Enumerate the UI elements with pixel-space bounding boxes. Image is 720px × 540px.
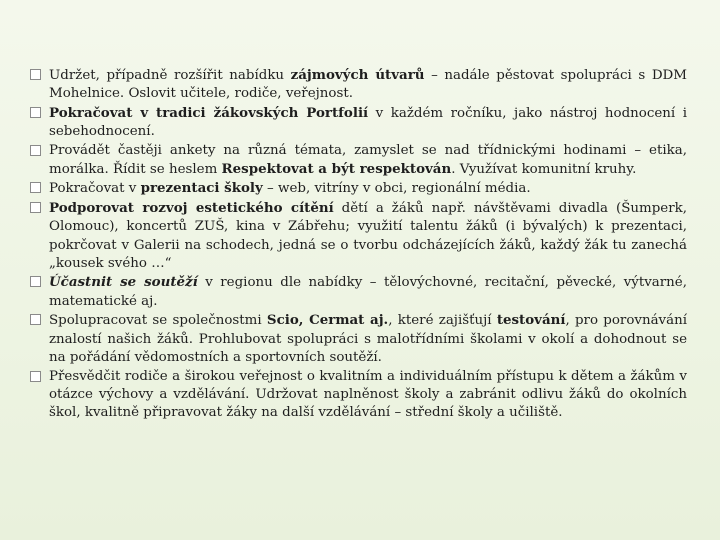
item-text: v regionu dle nabídky – tělovýchovné, recitační, pěvecké, výtvarné, matematické aj. — [49, 275, 687, 309]
list-item-ankety — [27, 142, 687, 180]
item-text: – web, vitríny v obci, regionální média. — [262, 181, 531, 197]
list-item-rodice — [27, 368, 687, 423]
bold-text: prezentaci školy — [140, 180, 263, 197]
checkbox-bullet-icon — [30, 314, 41, 325]
bold-text — [49, 274, 198, 290]
item-text: Udržet, případně rozšířit nabídku — [49, 68, 291, 83]
bold-text: Respektovat a být respektován — [221, 161, 452, 178]
item-text: v každém ročníku, jako nástroj hodnocení i sebehodnocení. — [49, 105, 687, 140]
item-text: – nadále pěstovat spolupráci s DDM Mohelnice. Oslovit učitele, rodiče, veřejnost. — [49, 68, 688, 102]
bold-text: Podporovat rozvoj estetického cítění — [49, 199, 334, 216]
checkbox-bullet-icon — [30, 69, 41, 80]
bold-text: testování — [496, 312, 566, 329]
checkbox-bullet-icon — [30, 276, 41, 287]
item-text: Pokračovat v — [49, 181, 141, 197]
list-item-prezentace — [27, 179, 687, 198]
checkbox-bullet-icon — [30, 182, 41, 193]
item-text: Provádět častěji ankety na různá témata, zamyslet se nad třídnickými hodinami – etika, morálka. Řídit se heslem — [49, 142, 687, 178]
bold-text: Scio, Cermat aj. — [266, 312, 389, 329]
item-text: dětí a žáků např. návštěvami divadla (Šumperk, Olomouc), koncertů ZUŠ, kina v Zábřehu; využití talentu žáků (i bývalých) k prezentaci, pokrčovat v Galerii na schodech, jedná se o tvorbu odcházejících žáků, každý žák tu zanechá „kousek svého …“ — [49, 200, 688, 272]
checkbox-bullet-icon — [30, 371, 41, 382]
checkbox-bullet-icon — [30, 202, 41, 213]
list-item-souteze — [27, 273, 687, 311]
item-text: . Využívat komunitní kruhy. — [451, 162, 637, 178]
list-item-zajmove-utvary — [27, 66, 687, 104]
list-item-portfolii — [27, 104, 687, 142]
item-text: Přesvědčit rodiče a širokou veřejnost o kvalitním a individuálním přístupu k dětem a žákům v otázce výchovy a vzdělávání. Udržovat naplněnost školy a zabránit odlivu žáků do okolních škol, kvalitně připravovat žáky na další vzdělávání – střední školy a učiliště. — [49, 368, 687, 421]
emphasis-text: Účastnit se soutěží — [49, 274, 198, 291]
item-text: Spolupracovat se společnostmi — [49, 313, 267, 329]
checkbox-bullet-icon — [30, 145, 41, 156]
checkbox-bullet-icon — [30, 107, 41, 118]
list-item-esteticke-citeni — [27, 199, 687, 274]
item-text: , které zajišťují — [388, 313, 497, 329]
bullet-list — [27, 66, 687, 423]
list-item-testovani — [27, 311, 687, 367]
bold-text: Pokračovat v tradici žákovských Portfolií — [49, 104, 369, 121]
item-text: , pro porovnávání znalostí našich žáků. Prohlubovat spolupráci s malotřídními školami v okolí a dohodnout se na pořádání vědomostních a sportovních soutěží. — [49, 313, 688, 366]
bold-text: zájmových útvarů — [290, 67, 425, 83]
